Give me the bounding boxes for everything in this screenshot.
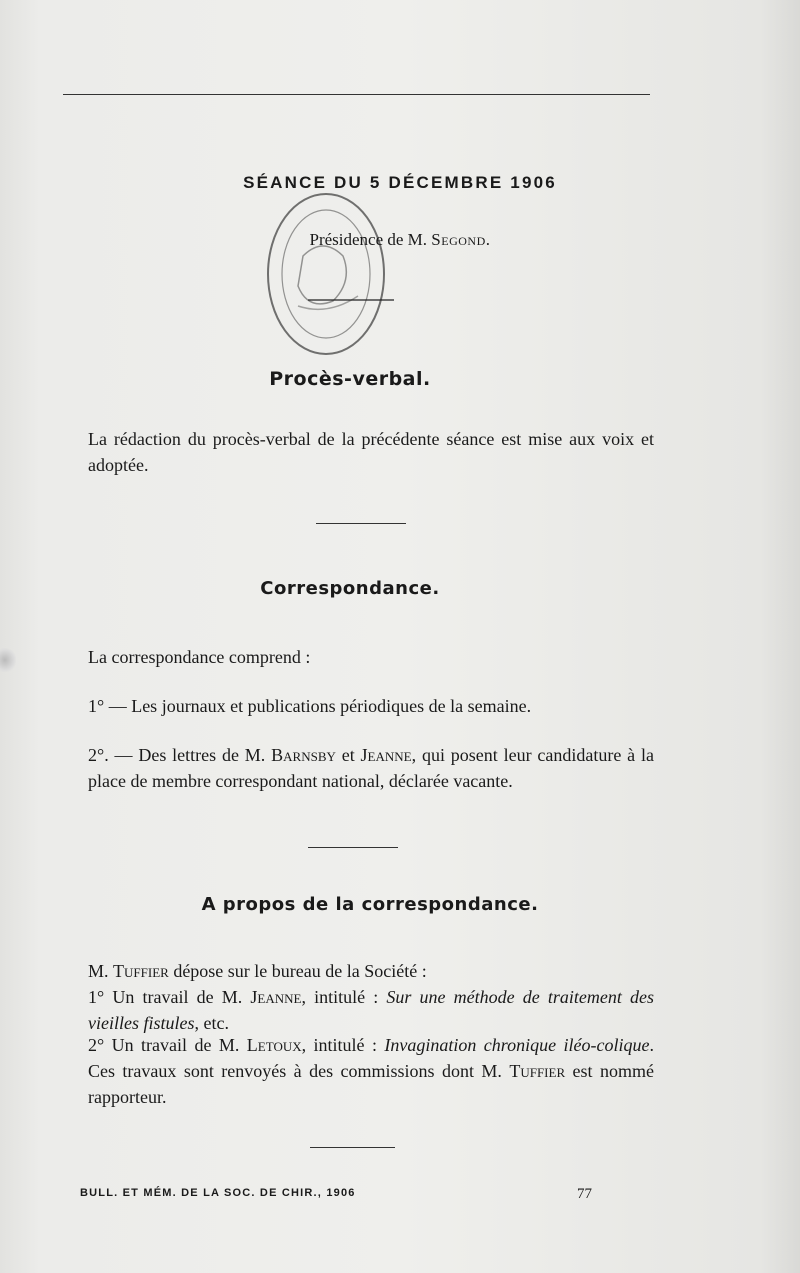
presidence-text: Présidence de M. [309, 230, 432, 249]
item2-rest: , qui posent leur candidature à la place de membre correspondant national, déclarée vacante. [88, 745, 654, 791]
a-propos-line-1 [88, 958, 654, 984]
name-jeanne: Jeanne [360, 745, 412, 765]
item2-prefix: 2°. — Des lettres de M. [88, 745, 272, 765]
separator-2 [308, 847, 398, 848]
a-propos-title: A propos de la correspondance. [201, 894, 539, 915]
name-tuffier: Tuffier [113, 961, 169, 981]
item1-post: , etc. [194, 1013, 229, 1033]
page-number: 77 [577, 1186, 592, 1202]
name-letoux: Letoux [246, 1035, 302, 1055]
correspondance-title: Correspondance. [260, 578, 440, 599]
item2-end: est nommé rapporteur. [88, 1061, 654, 1107]
name-tuffier-2: Tuffier [509, 1061, 566, 1081]
proces-verbal-title: Procès-verbal. [269, 368, 431, 390]
item2-pre-ap: 2° Un travail de M. [88, 1035, 247, 1055]
correspondance-intro: La correspondance comprend : [88, 647, 311, 667]
proces-verbal-text [88, 426, 654, 478]
item1-title: Sur une méthode de traitement des vieilles fistules [88, 987, 654, 1033]
item2-mid: et [335, 745, 361, 765]
separator-3 [310, 1147, 395, 1148]
item2-title: Invagination chronique iléo-colique [384, 1035, 650, 1055]
correspondance-item-1: 1° — Les journaux et publications périodiques de la semaine. [88, 696, 532, 716]
name-barnsby: Barnsby [271, 745, 336, 765]
correspondance-item-2 [88, 742, 654, 794]
item2-mid-ap: , intitulé : [301, 1035, 385, 1055]
stain [0, 648, 16, 672]
president-name: Segond. [431, 230, 491, 249]
item2-post: . Ces travaux sont renvoyés à des commissions dont M. [88, 1035, 654, 1081]
presidence-line [0, 230, 800, 250]
item1-pre: 1° Un travail de M. [88, 987, 251, 1007]
top-rule [63, 94, 650, 95]
line1-post: dépose sur le bureau de la Société : [168, 961, 427, 981]
a-propos-item-2 [88, 1032, 654, 1110]
proces-verbal-body: La rédaction du procès-verbal de la précédente séance est mise aux voix et adoptée. [88, 429, 654, 475]
line1-pre: M. [88, 961, 114, 981]
separator-1 [316, 523, 406, 524]
item1-mid: , intitulé : [301, 987, 387, 1007]
library-stamp-icon [258, 186, 394, 362]
a-propos-item-1 [88, 984, 654, 1036]
footer-journal: BULL. ET MÉM. DE LA SOC. DE CHIR., 1906 [80, 1187, 356, 1199]
name-jeanne-2: Jeanne [250, 987, 302, 1007]
session-heading: SÉANCE DU 5 DÉCEMBRE 1906 [243, 173, 557, 192]
